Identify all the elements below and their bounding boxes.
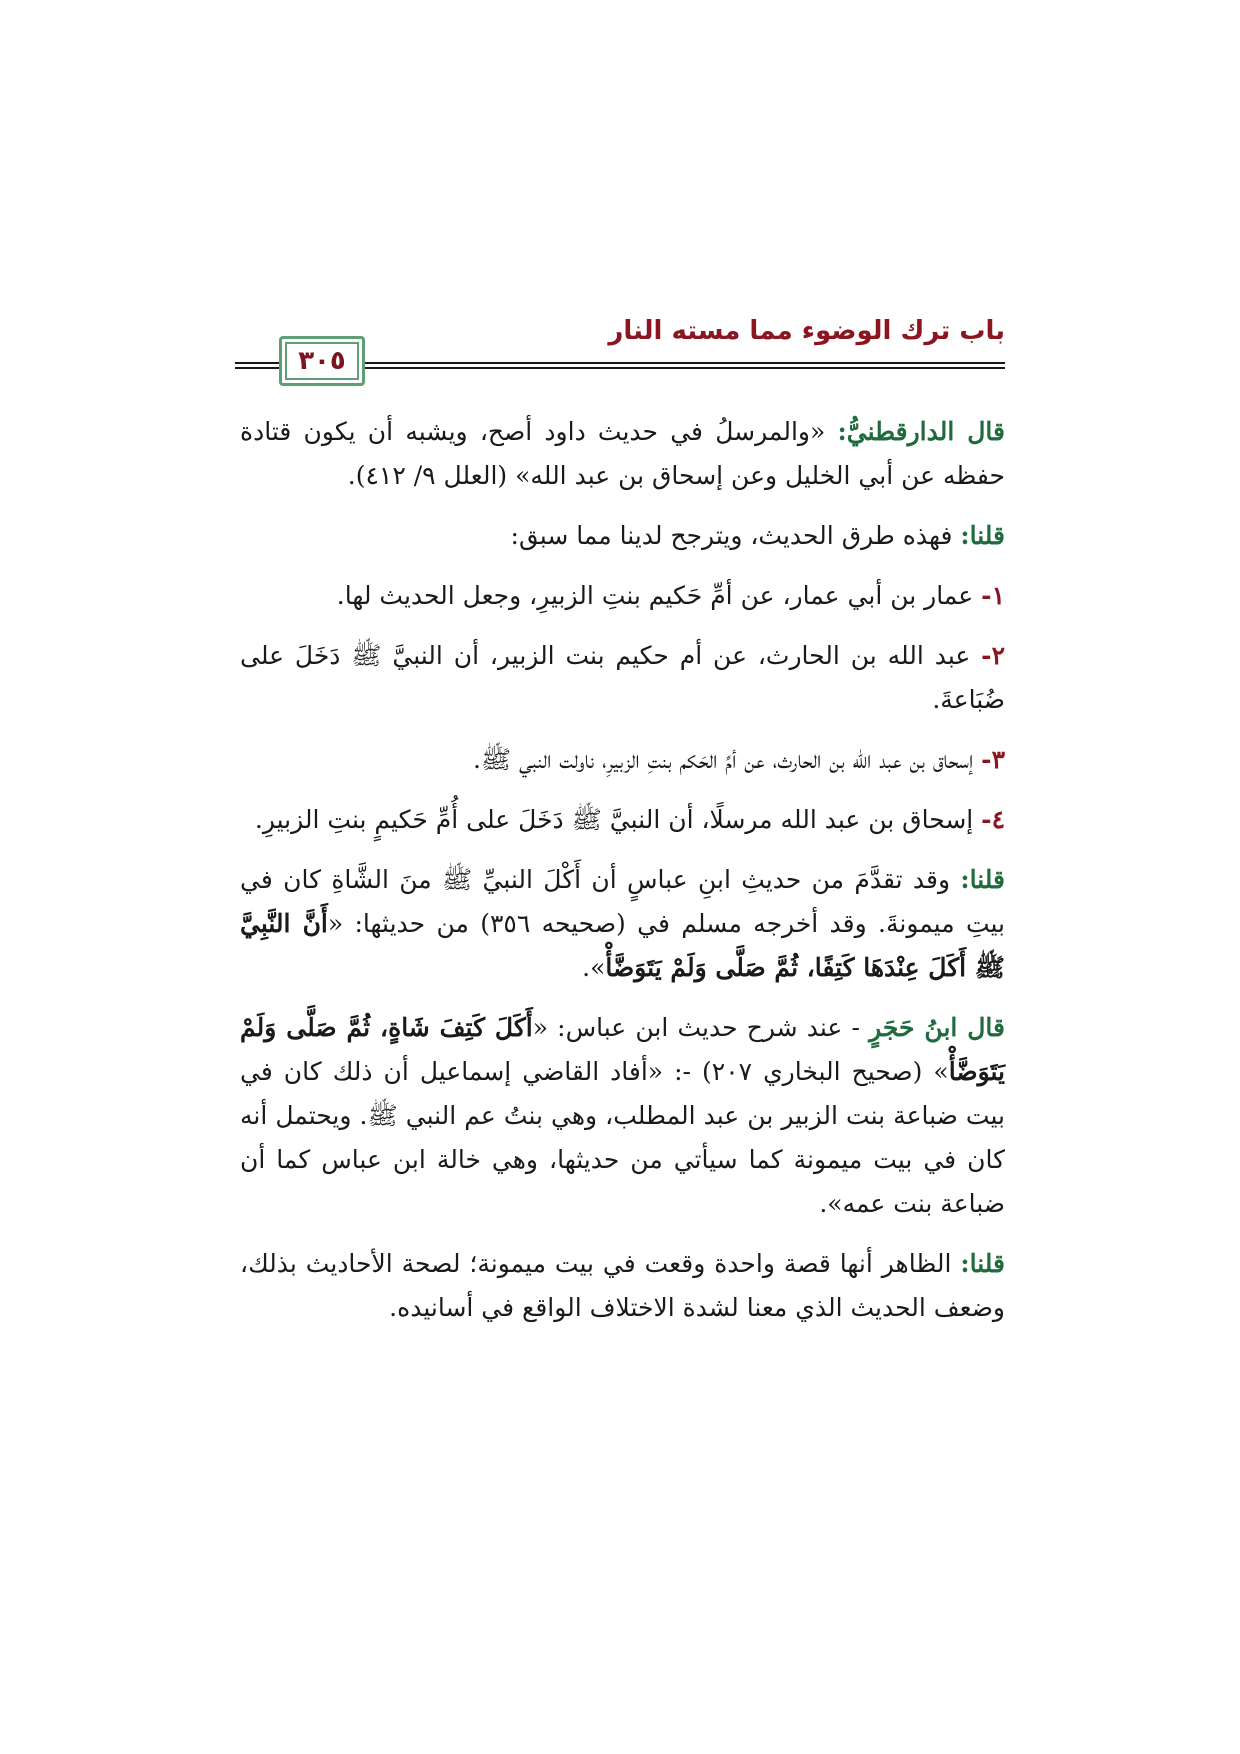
speaker-label: قال الدارقطنيُّ: (837, 417, 1005, 446)
list-item-1 (240, 574, 1005, 618)
list-number: ١- (981, 581, 1005, 610)
list-text: إسحاق بن عبد الله بن الحارث، عن أمِّ الحَكم بنتِ الزبيرِ، ناولت النبي ﷺ. (472, 745, 982, 774)
paragraph-ibn-hajar (240, 1006, 1005, 1226)
paragraph-text: وقد تقدَّمَ من حديثِ ابنِ عباسٍ أن أَكْلَ النبيِّ ﷺ منَ الشَّاةِ كان في بيتِ ميمونةَ. وقد أخرجه مسلم في (صحيحه ٣٥٦) من حديثها: « (240, 865, 1005, 938)
paragraph-text: فهذه طرق الحديث، ويترجح لدينا مما سبق: (510, 521, 961, 550)
paragraph-text: - عند شرح حديث ابن عباس: « (532, 1013, 870, 1042)
paragraph-ibn-abbas (240, 858, 1005, 990)
speaker-label: قلنا: (960, 1249, 1005, 1278)
page-number-badge (279, 336, 365, 386)
list-item-3 (240, 738, 1005, 782)
speaker-label: قال ابنُ حَجَرٍ (869, 1013, 1006, 1042)
paragraph-text: الظاهر أنها قصة واحدة وقعت في بيت ميمونة؛ لصحة الأحاديث بذلك، وضعف الحديث الذي معنا لشدة الاختلاف الواقع في أسانيده. (240, 1249, 1005, 1322)
hadith-quote: أَكَلَ كَتِفَ شَاةٍ، ثُمَّ صَلَّى وَلَمْ يَتَوَضَّأْ (240, 1013, 1005, 1086)
list-text: عبد الله بن الحارث، عن أم حكيم بنت الزبير، أن النبيَّ ﷺ دَخَلَ على ضُبَاعةَ. (240, 641, 1005, 714)
list-text: إسحاق بن عبد الله مرسلًا، أن النبيَّ ﷺ دَخَلَ على أُمِّ حَكيمٍ بنتِ الزبيرِ. (254, 805, 982, 834)
paragraph-conclusion (240, 1242, 1005, 1330)
paragraph-summary-intro (240, 514, 1005, 558)
list-number: ٤- (981, 805, 1005, 834)
page-number: ٣٠٥ (298, 346, 346, 376)
page-body (240, 410, 1005, 1346)
list-text: عمار بن أبي عمار، عن أمِّ حَكيم بنتِ الزبيرِ، وجعل الحديث لها. (336, 581, 982, 610)
page-header (235, 316, 1005, 386)
list-item-4 (240, 798, 1005, 842)
speaker-label: قلنا: (960, 521, 1005, 550)
list-number: ٢- (981, 641, 1005, 670)
list-item-2 (240, 634, 1005, 722)
hadith-quote: أَنَّ النَّبِيَّ ﷺ أَكَلَ عِنْدَهَا كَتِفًا، ثُمَّ صَلَّى وَلَمْ يَتَوَضَّأْ (240, 909, 1005, 982)
paragraph-text-end: ». (582, 953, 606, 982)
chapter-title: باب ترك الوضوء مما مسته النار (608, 316, 1005, 346)
paragraph-text: «والمرسلُ في حديث داود أصح، ويشبه أن يكون قتادة حفظه عن أبي الخليل وعن إسحاق بن عبد الله» (العلل ٩/ ٤١٢). (240, 417, 1005, 490)
speaker-label: قلنا: (960, 865, 1005, 894)
paragraph-text-cont: » (صحيح البخاري ٢٠٧) -: «أفاد القاضي إسماعيل أن ذلك كان في بيت ضباعة بنت الزبير بن عبد المطلب، وهي بنتُ عم النبي ﷺ. ويحتمل أنه كان في بيت ميمونة كما سيأتي من حديثها، وهي خالة ابن عباس كما أن ضباعة بنت عمه». (240, 1057, 1005, 1218)
list-number: ٣- (981, 745, 1005, 774)
paragraph-daraqutni (240, 410, 1005, 498)
